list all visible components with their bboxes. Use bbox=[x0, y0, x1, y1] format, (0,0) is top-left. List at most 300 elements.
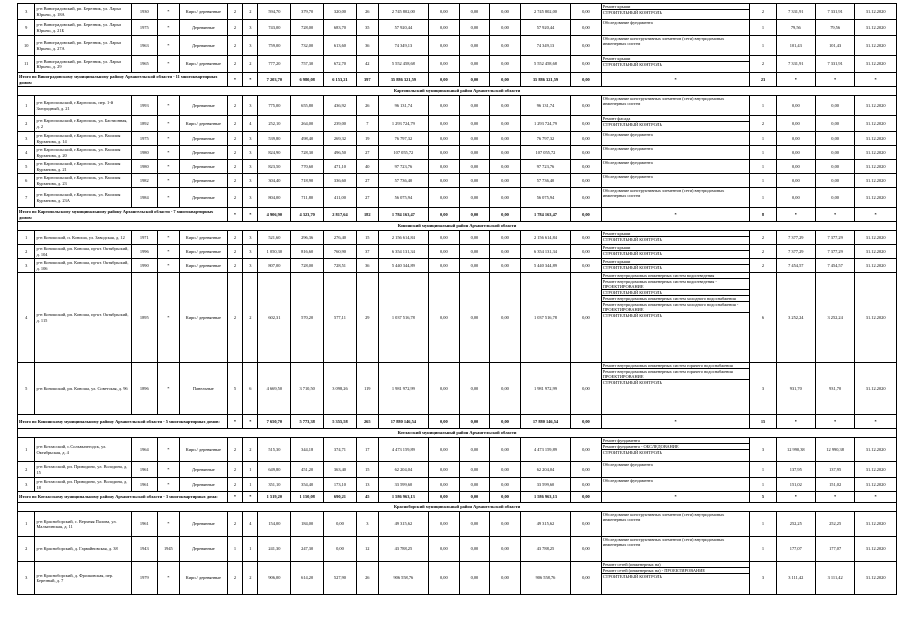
work-item: СТРОИТЕЛЬНЫЙ КОНТРОЛЬ bbox=[602, 265, 663, 271]
table-cell: 0,00 bbox=[459, 259, 490, 273]
table-cell: 12 990,38 bbox=[776, 438, 815, 462]
table-cell: 1 bbox=[18, 96, 35, 116]
table-cell: * bbox=[157, 174, 179, 188]
subtotal-label: Итого по Коношскому муниципальному району Архангельской области - 5 многоквартирных домов: bbox=[18, 415, 228, 429]
table-cell: 264,00 bbox=[291, 116, 324, 132]
address-cell: р-н Красноборский, с. Верхняя Палова, ул. Малыгинская, д. 11 bbox=[35, 512, 131, 537]
table-cell: 6 354 131,34 bbox=[520, 245, 570, 259]
subtotal-cell: * bbox=[776, 492, 815, 503]
subtotal-cell: 1 784 163,47 bbox=[378, 208, 428, 222]
table-cell: 1 bbox=[243, 537, 258, 562]
table-cell: 757,30 bbox=[291, 56, 324, 73]
table-cell: 931,70 bbox=[815, 363, 854, 415]
table-cell: 7 454,57 bbox=[776, 259, 815, 273]
table-cell: 36 bbox=[356, 36, 378, 56]
table-cell: 33 599,60 bbox=[378, 478, 428, 492]
subtotal-cell: * bbox=[601, 208, 750, 222]
works-cell bbox=[601, 116, 750, 132]
address-cell: р-н Каргопольский, г.Каргополь, ул. Василия Курзанова, д. 14 bbox=[35, 132, 131, 146]
table-cell: 1 bbox=[18, 231, 35, 245]
address-cell: р-н Виноградовский, рп. Березник, ул. Ларьи Юрьеш, д. 29 bbox=[35, 56, 131, 73]
subtotal-cell: * bbox=[227, 73, 242, 87]
table-cell: 7 331,91 bbox=[776, 56, 815, 73]
work-item: Обследование фундамента bbox=[602, 146, 653, 151]
works-cell bbox=[601, 174, 750, 188]
works-cell bbox=[601, 36, 750, 56]
subtotal-label: Итого по Каргопольскому муниципальному району Архангельской области - 7 многоквартирных домов: bbox=[18, 208, 228, 222]
work-item: Ремонт крыши bbox=[602, 231, 750, 237]
table-cell: 0,00 bbox=[429, 478, 460, 492]
table-cell: 101,43 bbox=[776, 36, 815, 56]
table-row bbox=[18, 245, 897, 259]
table-cell: 252,25 bbox=[815, 512, 854, 537]
table-cell: 655,80 bbox=[291, 96, 324, 116]
table-cell: 4 bbox=[243, 116, 258, 132]
table-cell: 0,00 bbox=[459, 146, 490, 160]
subtotal-cell: 1 586 963,13 bbox=[520, 492, 570, 503]
subtotal-cell: * bbox=[227, 415, 242, 429]
table-cell: Кирп./ деревянные bbox=[179, 273, 227, 363]
section-header-row bbox=[18, 429, 897, 438]
table-cell: * bbox=[157, 4, 179, 20]
table-cell: 3 098,26 bbox=[324, 363, 357, 415]
table-cell: 31.12.2020 bbox=[855, 462, 897, 478]
table-row bbox=[18, 438, 897, 462]
address-cell: р-н Виноградовский, рп. Березник, ул. Ларьи Юрьеш, д. 21Б bbox=[35, 20, 131, 36]
table-cell: 0,00 bbox=[459, 462, 490, 478]
table-cell: 2 bbox=[227, 20, 242, 36]
table-cell: 7 bbox=[18, 188, 35, 208]
subtotal-cell: 0,00 bbox=[571, 73, 602, 87]
table-cell: 363,40 bbox=[324, 462, 357, 478]
table-cell: 296,36 bbox=[291, 231, 324, 245]
table-cell: 9 bbox=[18, 20, 35, 36]
table-cell: 320,00 bbox=[324, 4, 357, 20]
table-cell: 351,10 bbox=[258, 478, 291, 492]
table-cell: 0,00 bbox=[815, 132, 854, 146]
table-cell: 2 bbox=[243, 438, 258, 462]
table-cell: 3 bbox=[243, 20, 258, 36]
table-row bbox=[18, 96, 897, 116]
table-cell: Кирп./ деревянные bbox=[179, 438, 227, 462]
table-cell: 1990 bbox=[131, 259, 157, 273]
table-cell: 76 797,32 bbox=[378, 132, 428, 146]
table-cell: 0,00 bbox=[429, 132, 460, 146]
works-cell bbox=[601, 259, 750, 273]
table-cell: 0,00 bbox=[490, 512, 521, 537]
table-cell: 728,00 bbox=[291, 259, 324, 273]
table-cell: 0,00 bbox=[459, 245, 490, 259]
subtotal-cell: * bbox=[243, 73, 258, 87]
table-cell: Деревянные bbox=[179, 160, 227, 174]
table-cell: 0,00 bbox=[490, 562, 521, 595]
subtotal-cell: 7 203,70 bbox=[258, 73, 291, 87]
table-row bbox=[18, 231, 897, 245]
subtotal-cell: 0,00 bbox=[571, 208, 602, 222]
work-item: Ремонт сетей (инженерных на) bbox=[602, 562, 750, 568]
table-cell: 3 bbox=[243, 245, 258, 259]
table-cell: 4 bbox=[18, 273, 35, 363]
table-cell: 614,20 bbox=[291, 562, 324, 595]
table-cell: 1 bbox=[750, 36, 776, 56]
subtotal-row bbox=[18, 492, 897, 503]
table-cell: 1896 bbox=[131, 363, 157, 415]
address-cell: р-н Красноборский, д. Фролковская, пер. Березный, д. 7 bbox=[35, 562, 131, 595]
works-cell bbox=[601, 20, 750, 36]
table-cell: 613,60 bbox=[324, 36, 357, 56]
table-cell: 0,00 bbox=[571, 438, 602, 462]
table-cell: 1975 bbox=[131, 132, 157, 146]
work-item: Ремонт фасада bbox=[602, 116, 750, 122]
table-cell: 0,00 bbox=[490, 160, 521, 174]
table-cell: 718,90 bbox=[291, 174, 324, 188]
table-cell: 3 252,24 bbox=[776, 273, 815, 363]
table-cell: 137,95 bbox=[815, 462, 854, 478]
table-cell: 0,00 bbox=[459, 174, 490, 188]
table-cell: 0,00 bbox=[776, 116, 815, 132]
table-cell: 79,56 bbox=[776, 20, 815, 36]
table-cell: 3 bbox=[750, 562, 776, 595]
subtotal-cell: * bbox=[815, 415, 854, 429]
table-cell: 5 bbox=[227, 363, 242, 415]
table-cell: 31.12.2020 bbox=[855, 245, 897, 259]
table-cell: 816,60 bbox=[291, 245, 324, 259]
table-cell: Деревянные bbox=[179, 20, 227, 36]
works-cell bbox=[601, 512, 750, 537]
table-cell: 0,00 bbox=[776, 132, 815, 146]
table-cell: 0,00 bbox=[571, 20, 602, 36]
table-cell: 777,20 bbox=[258, 56, 291, 73]
table-cell: 1 293 724,79 bbox=[378, 116, 428, 132]
table-cell: 26 bbox=[356, 96, 378, 116]
table-cell: 304,40 bbox=[258, 174, 291, 188]
subtotal-cell: 8 bbox=[750, 208, 776, 222]
table-cell: 1980 bbox=[131, 160, 157, 174]
work-item: Ремонт внутридомовых инженерных систем водоотведения - ПРОЕКТИРОВАНИЕ bbox=[602, 279, 750, 290]
table-cell: 97 723,76 bbox=[520, 160, 570, 174]
table-cell: 17 bbox=[356, 438, 378, 462]
table-cell: 0,00 bbox=[429, 56, 460, 73]
table-cell: 1 bbox=[243, 478, 258, 492]
subtotal-cell: 0,00 bbox=[429, 73, 460, 87]
table-cell: 0,00 bbox=[429, 174, 460, 188]
table-cell: * bbox=[157, 438, 179, 462]
table-cell: 344,18 bbox=[291, 438, 324, 462]
table-cell: 247,30 bbox=[291, 537, 324, 562]
section-header-row bbox=[18, 222, 897, 231]
table-cell: 411,00 bbox=[324, 188, 357, 208]
table-cell: 5 440 344,89 bbox=[520, 259, 570, 273]
table-cell: 31.12.2020 bbox=[855, 512, 897, 537]
table-cell: 3 bbox=[18, 132, 35, 146]
table-row bbox=[18, 363, 897, 415]
table-cell: 2 bbox=[227, 188, 242, 208]
table-cell: Панельные bbox=[179, 363, 227, 415]
table-cell: 2 bbox=[227, 116, 242, 132]
subtotal-cell: 0,00 bbox=[490, 492, 521, 503]
subtotal-cell: 0,00 bbox=[429, 492, 460, 503]
table-cell: 0,00 bbox=[571, 4, 602, 20]
table-cell: 2 bbox=[227, 512, 242, 537]
table-cell: 27 bbox=[356, 174, 378, 188]
works-cell bbox=[601, 56, 750, 73]
table-cell: 0,00 bbox=[429, 363, 460, 415]
table-cell: 0,00 bbox=[571, 160, 602, 174]
table-cell: 4 473 159,89 bbox=[520, 438, 570, 462]
table-cell: 824,90 bbox=[258, 146, 291, 160]
work-item: СТРОИТЕЛЬНЫЙ КОНТРОЛЬ bbox=[602, 574, 663, 580]
works-cell bbox=[601, 245, 750, 259]
table-cell: 2 bbox=[750, 259, 776, 273]
table-cell: 0,00 bbox=[429, 259, 460, 273]
subtotal-cell: * bbox=[815, 208, 854, 222]
address-cell: р-н Коношский, рп. Коноша, пр-кт. Октябрьский, д. 104 bbox=[35, 245, 131, 259]
table-cell: * bbox=[157, 36, 179, 56]
table-cell: 0,00 bbox=[776, 160, 815, 174]
table-cell: 1 bbox=[750, 174, 776, 188]
table-cell: * bbox=[157, 231, 179, 245]
table-cell: 0,00 bbox=[490, 231, 521, 245]
table-cell: 0,00 bbox=[490, 537, 521, 562]
table-cell: 3 bbox=[243, 96, 258, 116]
subtotal-cell: * bbox=[227, 492, 242, 503]
table-cell: 760,90 bbox=[324, 245, 357, 259]
table-cell: 3 bbox=[356, 512, 378, 537]
table-cell: 0,00 bbox=[459, 56, 490, 73]
work-item: СТРОИТЕЛЬНЫЙ КОНТРОЛЬ bbox=[602, 10, 663, 16]
address-cell: р-н Каргопольский, г.Каргополь, ул. Василия Курзанова, д. 20 bbox=[35, 146, 131, 160]
table-cell: 0,00 bbox=[490, 56, 521, 73]
address-cell: р-н Каргопольский, г.Каргополь, ул. Бастионная, д. 2 bbox=[35, 116, 131, 132]
table-cell: 1 bbox=[750, 132, 776, 146]
table-cell: 711,80 bbox=[291, 188, 324, 208]
table-cell: 31.12.2020 bbox=[855, 188, 897, 208]
section-title: Коношский муниципальный район Архангельской области bbox=[18, 222, 897, 231]
table-row bbox=[18, 132, 897, 146]
table-cell: 496,50 bbox=[324, 146, 357, 160]
subtotal-cell: 15 bbox=[750, 415, 776, 429]
table-cell: 0,00 bbox=[459, 96, 490, 116]
table-cell: * bbox=[157, 20, 179, 36]
address-cell: р-н Каргопольский, г.Каргополь, пер. 1-й Загородный, д. 21 bbox=[35, 96, 131, 116]
table-cell: 0,00 bbox=[429, 273, 460, 363]
table-cell: 2 bbox=[227, 160, 242, 174]
subtotal-cell: 1 519,20 bbox=[258, 492, 291, 503]
subtotal-cell: * bbox=[243, 208, 258, 222]
table-cell: 7 331,91 bbox=[815, 4, 854, 20]
section-title: Котласский муниципальный район Архангельской области bbox=[18, 429, 897, 438]
table-row bbox=[18, 146, 897, 160]
subtotal-cell: 6 153,21 bbox=[324, 73, 357, 87]
table-cell: Деревянные bbox=[179, 36, 227, 56]
table-cell: 2 bbox=[243, 4, 258, 20]
table-row bbox=[18, 20, 897, 36]
subtotal-cell: * bbox=[776, 415, 815, 429]
table-cell: 5 bbox=[18, 160, 35, 174]
table-cell: 239,00 bbox=[324, 116, 357, 132]
table-cell: 151,02 bbox=[815, 478, 854, 492]
table-cell: 0,00 bbox=[429, 537, 460, 562]
table-cell: 241,30 bbox=[258, 537, 291, 562]
table-cell: Деревянные bbox=[179, 96, 227, 116]
table-cell: 0,00 bbox=[571, 245, 602, 259]
address-cell: р-н Котласский, рп. Приводино, ул. Володина, д. 15 bbox=[35, 462, 131, 478]
table-cell: 683,70 bbox=[324, 20, 357, 36]
table-cell: 3 bbox=[750, 438, 776, 462]
address-cell: р-н Коношский, п. Коноша, ул. Заводская, д. 12 bbox=[35, 231, 131, 245]
table-cell: 0,00 bbox=[429, 462, 460, 478]
table-cell: 3 bbox=[243, 259, 258, 273]
table-cell: 7 377,29 bbox=[815, 231, 854, 245]
table-cell: 1971 bbox=[131, 231, 157, 245]
table-cell: 49 315,62 bbox=[520, 512, 570, 537]
subtotal-cell: 17 880 146,54 bbox=[378, 415, 428, 429]
table-cell: 0,00 bbox=[429, 245, 460, 259]
subtotal-cell: 0,00 bbox=[459, 415, 490, 429]
subtotal-cell: 7 650,70 bbox=[258, 415, 291, 429]
subtotal-row bbox=[18, 73, 897, 87]
subtotal-cell: * bbox=[776, 208, 815, 222]
table-cell: 0,00 bbox=[571, 174, 602, 188]
table-cell: 252,10 bbox=[258, 116, 291, 132]
table-cell: 49 315,62 bbox=[378, 512, 428, 537]
table-cell: 3 252,24 bbox=[815, 273, 854, 363]
subtotal-cell: 0,00 bbox=[459, 208, 490, 222]
work-item: Обследование конструктивных элементов (сети) внутридомовых инженерных систем bbox=[602, 36, 725, 47]
table-cell: 0,00 bbox=[459, 363, 490, 415]
table-cell: 31.12.2020 bbox=[855, 231, 897, 245]
table-cell: 0,00 bbox=[429, 160, 460, 174]
works-cell bbox=[601, 188, 750, 208]
table-cell: 79,56 bbox=[815, 20, 854, 36]
table-cell: 43 788,25 bbox=[378, 537, 428, 562]
table-cell: * bbox=[157, 96, 179, 116]
work-item: Ремонт внутридомовых инженерных систем водоотведения bbox=[602, 273, 750, 279]
table-cell: Деревянные bbox=[179, 132, 227, 146]
table-cell: 1982 bbox=[131, 174, 157, 188]
subtotal-cell: 0,00 bbox=[490, 73, 521, 87]
subtotal-cell: * bbox=[855, 208, 897, 222]
table-cell: * bbox=[157, 478, 179, 492]
table-cell: 26 bbox=[356, 4, 378, 20]
table-cell: 26 bbox=[356, 562, 378, 595]
table-cell: 2 bbox=[227, 174, 242, 188]
table-cell: 0,00 bbox=[571, 273, 602, 363]
table-cell: 0,00 bbox=[324, 512, 357, 537]
table-cell: 1 bbox=[18, 438, 35, 462]
table-cell: 0,00 bbox=[459, 132, 490, 146]
table-cell: 119 bbox=[356, 363, 378, 415]
table-cell: Кирп./ деревянные bbox=[179, 245, 227, 259]
table-cell: 177,07 bbox=[776, 537, 815, 562]
table-cell: 1 050,30 bbox=[258, 245, 291, 259]
work-item: СТРОИТЕЛЬНЫЙ КОНТРОЛЬ bbox=[602, 450, 663, 456]
table-row bbox=[18, 160, 897, 174]
table-cell: 31.12.2020 bbox=[855, 174, 897, 188]
works-cell bbox=[601, 438, 750, 462]
table-cell: 15 bbox=[356, 462, 378, 478]
subtotal-cell: 23 bbox=[750, 73, 776, 87]
address-cell: р-н Коношский, рп. Коноша, пр-кт. Октябрьский, д. 115 bbox=[35, 273, 131, 363]
table-cell: 0,00 bbox=[429, 188, 460, 208]
table-cell: 0,00 bbox=[429, 562, 460, 595]
subtotal-cell: * bbox=[243, 492, 258, 503]
table-cell: 0,00 bbox=[459, 438, 490, 462]
table-cell: 374,71 bbox=[324, 438, 357, 462]
table-cell: 0,00 bbox=[776, 146, 815, 160]
table-cell: 31.12.2020 bbox=[855, 160, 897, 174]
table-cell: 0,00 bbox=[490, 273, 521, 363]
table-cell: Деревянные bbox=[179, 512, 227, 537]
table-cell: 1 bbox=[750, 146, 776, 160]
table-cell: 0,00 bbox=[571, 116, 602, 132]
table-cell: Деревянные bbox=[179, 478, 227, 492]
table-cell: 1 bbox=[18, 512, 35, 537]
table-cell: 649,80 bbox=[258, 462, 291, 478]
table-cell: 0,00 bbox=[459, 160, 490, 174]
table-cell: 1979 bbox=[131, 562, 157, 595]
table-cell: 42 bbox=[356, 56, 378, 73]
subtotal-cell: 4 906,90 bbox=[258, 208, 291, 222]
subtotal-cell: * bbox=[855, 73, 897, 87]
table-cell: 0,00 bbox=[490, 174, 521, 188]
table-cell: 354,40 bbox=[291, 478, 324, 492]
table-cell: 2 bbox=[227, 259, 242, 273]
table-cell: 2 bbox=[227, 273, 242, 363]
table-cell: * bbox=[157, 132, 179, 146]
subtotal-cell: 0,00 bbox=[490, 208, 521, 222]
table-cell: 107 055,72 bbox=[378, 146, 428, 160]
table-cell: 1965 bbox=[131, 56, 157, 73]
table-cell: 13 bbox=[356, 478, 378, 492]
table-cell: 6 354 131,34 bbox=[378, 245, 428, 259]
table-cell: 2 bbox=[18, 116, 35, 132]
section-title: Каргопольский муниципальный район Архангельской области bbox=[18, 87, 897, 96]
table-row bbox=[18, 4, 897, 20]
table-cell: 906 558,76 bbox=[378, 562, 428, 595]
subtotal-label: Итого по Виноградовскому муниципальному району Архангельской области - 11 многоквартирных домов: bbox=[18, 73, 228, 87]
table-cell: 0,00 bbox=[815, 160, 854, 174]
works-cell bbox=[601, 132, 750, 146]
table-cell: * bbox=[157, 259, 179, 273]
table-cell: * bbox=[157, 245, 179, 259]
subtotal-cell: 5 355,58 bbox=[324, 415, 357, 429]
table-cell: 5 552 458,68 bbox=[520, 56, 570, 73]
work-item: Ремонт крыши bbox=[602, 245, 750, 251]
table-row bbox=[18, 512, 897, 537]
work-item: Обследование фундамента bbox=[602, 132, 653, 137]
table-cell: * bbox=[157, 562, 179, 595]
subtotal-cell: 690,21 bbox=[324, 492, 357, 503]
table-cell: 11 bbox=[18, 56, 35, 73]
table-cell: 0,00 bbox=[571, 462, 602, 478]
table-cell: 498,40 bbox=[291, 132, 324, 146]
table-row bbox=[18, 273, 897, 363]
table-cell: 31.12.2020 bbox=[855, 273, 897, 363]
table-cell: 594,70 bbox=[258, 4, 291, 20]
table-cell: 97 723,76 bbox=[378, 160, 428, 174]
table-cell: 1961 bbox=[131, 478, 157, 492]
table-row bbox=[18, 188, 897, 208]
subtotal-cell: 17 880 146,54 bbox=[520, 415, 570, 429]
table-cell: 31.12.2020 bbox=[855, 4, 897, 20]
table-cell: 0,00 bbox=[490, 116, 521, 132]
table-cell: 906 558,76 bbox=[520, 562, 570, 595]
table-cell: 3 bbox=[750, 363, 776, 415]
table-cell: 3 bbox=[243, 174, 258, 188]
table-cell: 0,00 bbox=[490, 188, 521, 208]
table-cell: 0,00 bbox=[571, 363, 602, 415]
